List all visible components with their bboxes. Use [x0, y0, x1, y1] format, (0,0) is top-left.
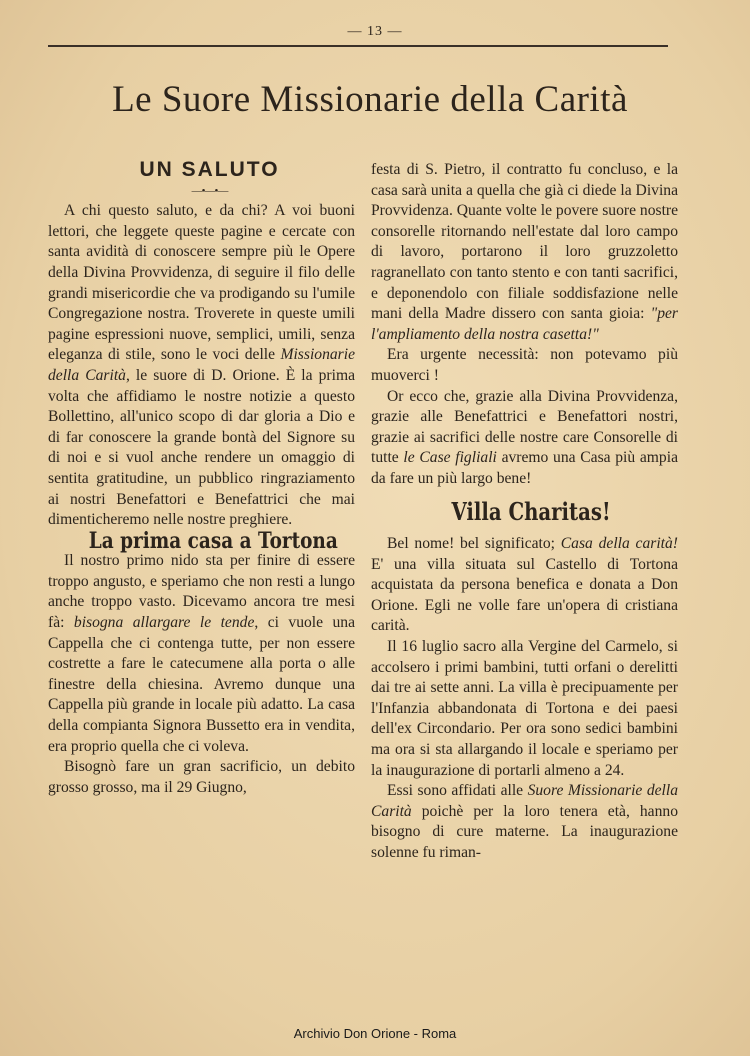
- section-heading-tortona: La prima casa a Tortona: [88, 527, 338, 554]
- paragraph-provvidenza: Or ecco che, grazie alla Divina Provvidenza, grazie alle Benefattrici e Benefattori nostri, grazie ai sacrifici delle nostre care Consorelle di tutte le Case figliali avremo una Casa più ampia da fare un più largo bene!: [371, 387, 678, 487]
- section-heading-saluto: UN SALUTO: [139, 158, 280, 181]
- paragraph-tortona-2: Bisognò fare un gran sacrificio, un debito grosso grosso, ma il 29 Giugno,: [48, 758, 355, 796]
- right-column: [371, 160, 678, 864]
- section-heading-villa: Villa Charitas!: [451, 496, 611, 526]
- paragraph-villa-3: Essi sono affidati alle Suore Missionarie della Carità poichè per la loro tenera età, hanno bisogno di cure materne. La inaugurazione solenne fu riman-: [371, 782, 678, 861]
- paragraph-continuation: festa di S. Pietro, il contratto fu concluso, e la casa sarà unita a quella che già ci diede la Divina Provvidenza. Quante volte le povere suore nostre consorelle ritornando nell'estate dal loro campo di lavoro, portarono il loro gruzzoletto ragranellato con tanto stento e con tanti sacrifici, e deponendolo con filiale soddisfazione nelle mani della Madre dissero con santa gioia: "per l'ampliamento della nostra casetta!": [371, 161, 679, 343]
- header-rule: [48, 45, 668, 47]
- paragraph-tortona-1: Il nostro primo nido sta per finire di essere troppo angusto, e speriamo che non resti a lungo anche troppo vasto. Dicevamo ancora tre mesi fà: bisogna allargare le tende, ci vuole una Cappella che ci contenga tutte, per non essere costrette a fare le catecumene alla porta o alle finestre della chiesina. Avremo dunque una Cappella più grande in locale più adatto. La casa della compianta Signora Bussetto era in vendita, era proprio quella che ci voleva.: [48, 552, 355, 755]
- paragraph-urgente: Era urgente necessità: non potevamo più muoverci !: [371, 346, 678, 384]
- paragraph-villa-1: Bel nome! bel significato; Casa della carità! E' una villa situata sul Castello di Tortona acquistata da persona benefica e donata a Don Orione. Egli ne volle fare un'opera di cristiana carità.: [371, 535, 679, 635]
- left-column: [48, 160, 355, 798]
- ornament-divider: —•—•—: [191, 184, 228, 197]
- archive-watermark: Archivio Don Orione - Roma: [293, 1026, 457, 1041]
- page-number: — 13 —: [347, 24, 403, 39]
- paragraph-villa-2: Il 16 luglio sacro alla Vergine del Carmelo, si accolsero i primi bambini, tutti orfani o derelitti dai tre ai sette anni. La villa è precipuamente per l'Infanzia abbandonata di Tortona e dei paesi dell'ex Circondario. Per ora sono sedici bambini ma ora si sta allargando il locale e speriamo per la inaugurazione di portarli almeno a 24.: [371, 638, 678, 779]
- paragraph-saluto: A chi questo saluto, e da chi? A voi buoni lettori, che leggete queste pagine e cercate con santa avidità di conoscere sempre più le Opere della Divina Provvidenza, di seguire il filo delle grandi misericordie che va prodigando su l'umile Congregazione nostra. Troverete in queste umili pagine espressioni nuove, semplici, umili, senza eleganza di stile, sono le voci delle Missionarie della Carità, le suore di D. Orione. È la prima volta che affidiamo le nostre notizie a questo Bollettino, all'unico scopo di dar gloria a Dio e di far conoscere la grande bontà del Signore su di noi e si vuol anche rendere un omaggio di sentita gratitudine, un pubblico ringraziamento ai nostri Benefattori e Benefattrici che mai dimenticheremo nelle nostre preghiere.: [48, 202, 355, 529]
- page-title: Le Suore Missionarie della Carità: [112, 79, 628, 120]
